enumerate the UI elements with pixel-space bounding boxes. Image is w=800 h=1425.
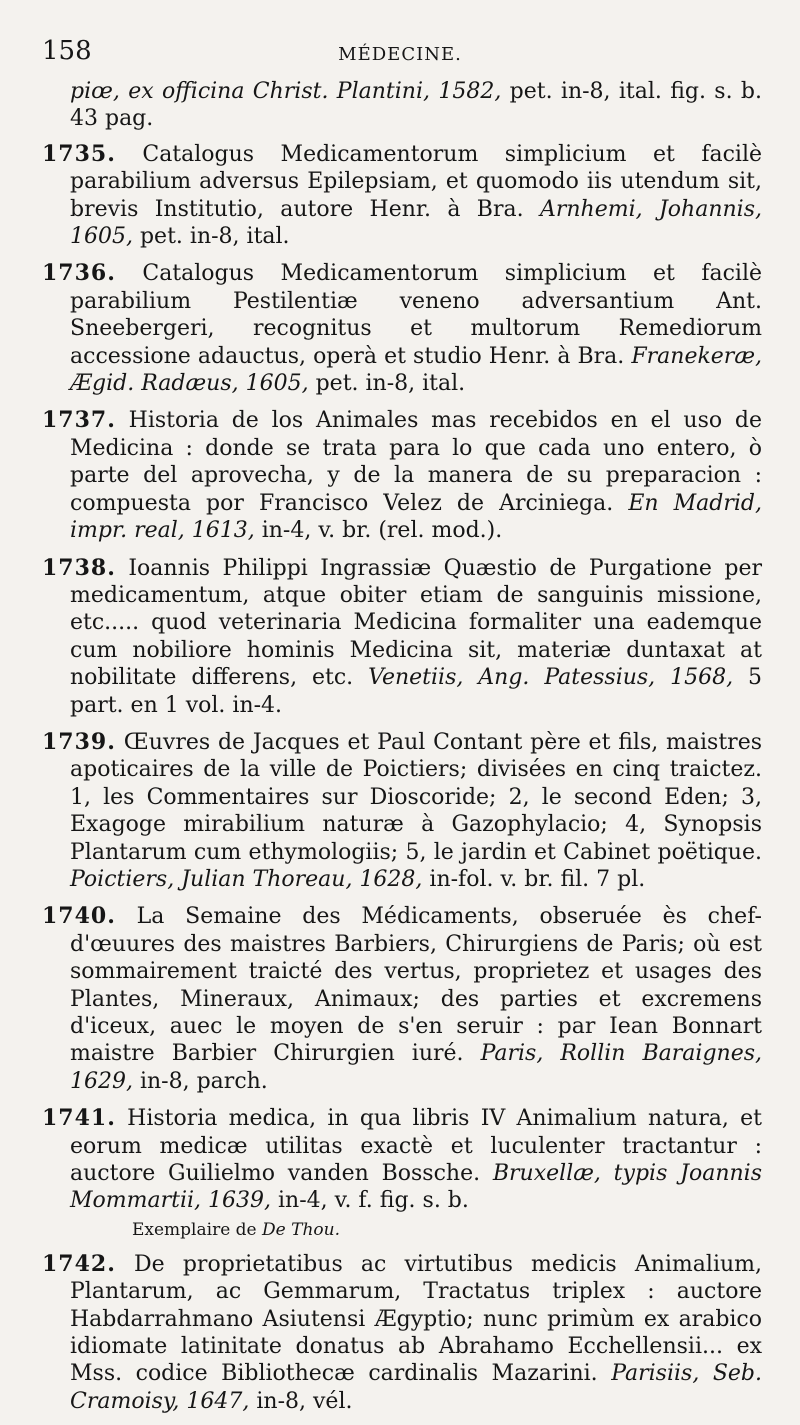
page-header (0, 36, 800, 68)
entry-number: 1738. (42, 554, 116, 581)
entry-number: 1740. (42, 903, 116, 930)
entry-text: Catalogus Medicamentorum simplicium et facilè parabilium Pestilentiæ veneno adversantium Ant. Sneebergeri, recognitus et multorum Remediorum accessione adauctus, operà et studio Henr. à Bra. (70, 261, 762, 369)
catalogue-entry (42, 555, 762, 719)
entry-format: in-4, v. br. (rel. mod.). (254, 518, 503, 544)
note-prefix: Exemplaire de (132, 1219, 263, 1240)
entry-format: pet. in-8, ital. (308, 371, 466, 397)
catalogue-entry (42, 260, 762, 397)
entry-number: 1739. (42, 728, 116, 755)
entry-text: Œuvres de Jacques et Paul Contant père et fils, maistres apoticaires de la ville de Poictiers; divisées en cinq traictez. 1, les Commentaires sur Dioscoride; 2, le second Eden; 3, Exagoge mirabilium naturæ à Gazophylacio; 4, Synopsis Plantarum cum ethymologiis; 5, le jardin et Cabinet poëtique. (70, 729, 762, 865)
entry-format: in-fol. v. br. fil. 7 pl. (422, 866, 646, 892)
catalogue-entry (42, 903, 762, 1095)
catalogue-entry (42, 141, 762, 251)
entry-format: in-8, parch. (132, 1068, 268, 1094)
entry-text: La Semaine des Médicaments, obseruée ès chef-d'œuures des maistres Barbiers, Chirurgiens de Paris; où est sommairement traicté des vertus, proprietez et usages des Plantes, Mineraux, Animaux; des parties et excremens d'iceux, auec le moyen de s'en seruir : par Iean Bonnart maistre Barbier Chirurgien iuré. (70, 904, 762, 1067)
entry-format: pet. in-8, ital. (132, 224, 290, 250)
provenance-note (132, 1219, 762, 1241)
entry-text: De proprietatibus ac virtutibus medicis Animalium, Plantarum, ac Gemmarum, Tractatus triplex : auctore Habdarrahmano Asiutensi Ægyptio; nunc primùm ex arabico idiomate latinitate donatus ab Abrahamo Ecchellensii... ex Mss. codice Bibliothecæ cardinalis Mazarini. (70, 1251, 762, 1387)
catalogue-entry (42, 729, 762, 893)
entry-publisher: Poictiers, Julian Thoreau, 1628, (70, 866, 423, 892)
entry-number: 1742. (42, 1250, 116, 1277)
running-title: MÉDECINE. (338, 44, 462, 65)
entry-format: in-8, vél. (249, 1388, 353, 1414)
entry-publisher: Paris, Rollin Baraignes, 1629, (70, 1041, 762, 1094)
entry-text: Historia medica, in qua libris IV Animalium natura, et eorum medicæ utilitas exactè et luculenter tractantur : auctore Guilielmo vanden Bossche. (70, 1106, 762, 1187)
entry-number: 1735. (42, 140, 116, 167)
catalogue-entry (42, 1251, 762, 1415)
entry-number: 1737. (42, 407, 116, 434)
entry-format: 5 part. en 1 vol. in-4. (70, 665, 762, 718)
entry-continuation (42, 78, 762, 133)
entry-format: pet. in-8, ital. fig. s. b. 43 pag. (70, 79, 762, 132)
catalogue-body (42, 78, 762, 1425)
entry-text: Catalogus Medicamentorum simplicium et facilè parabilium adversus Epilepsiam, et quomodo iis utendum sit, brevis Institutio, autore Henr. à Bra. (70, 141, 762, 222)
entry-text: Historia de los Animales mas recebidos en el uso de Medicina : donde se trata para lo que cada uno entero, ò parte del aprovecha, y de la manera de su preparacion : compuesta por Francisco Velez de Arciniega. (70, 408, 762, 516)
catalogue-entry (42, 1105, 762, 1215)
entry-format: in-4, v. f. fig. s. b. (271, 1188, 469, 1214)
entry-publisher: Parisiis, Seb. Cramoisy, 1647, (70, 1361, 763, 1414)
entry-publisher: Arnhemi, Johannis, 1605, (70, 196, 762, 250)
entry-publisher: Bruxellæ, typis Joannis Mommartii, 1639, (70, 1161, 762, 1214)
entry-publisher: Franekeræ, Ægid. Radæus, 1605, (70, 343, 762, 397)
entry-publisher: En Madrid, impr. real, 1613, (70, 490, 762, 544)
entry-number: 1741. (42, 1105, 116, 1132)
entry-number: 1736. (42, 260, 116, 287)
note-name: De Thou. (262, 1219, 340, 1240)
catalogue-entry (42, 407, 762, 544)
page-number: 158 (42, 36, 92, 66)
entry-publisher: Venetiis, Ang. Patessius, 1568, (368, 665, 734, 691)
entry-text: Ioannis Philippi Ingrassiæ Quæstio de Purgatione per medicamentum, atque obiter etiam de sanguinis missione, etc..... quod veterinaria Medicina formaliter una eademque cum nobiliore hominis Medicina sit, materiæ duntaxat at nobilitate differens, etc. (70, 555, 762, 691)
entry-publisher: piœ, ex officina Christ. Plantini, 1582, (70, 79, 502, 104)
